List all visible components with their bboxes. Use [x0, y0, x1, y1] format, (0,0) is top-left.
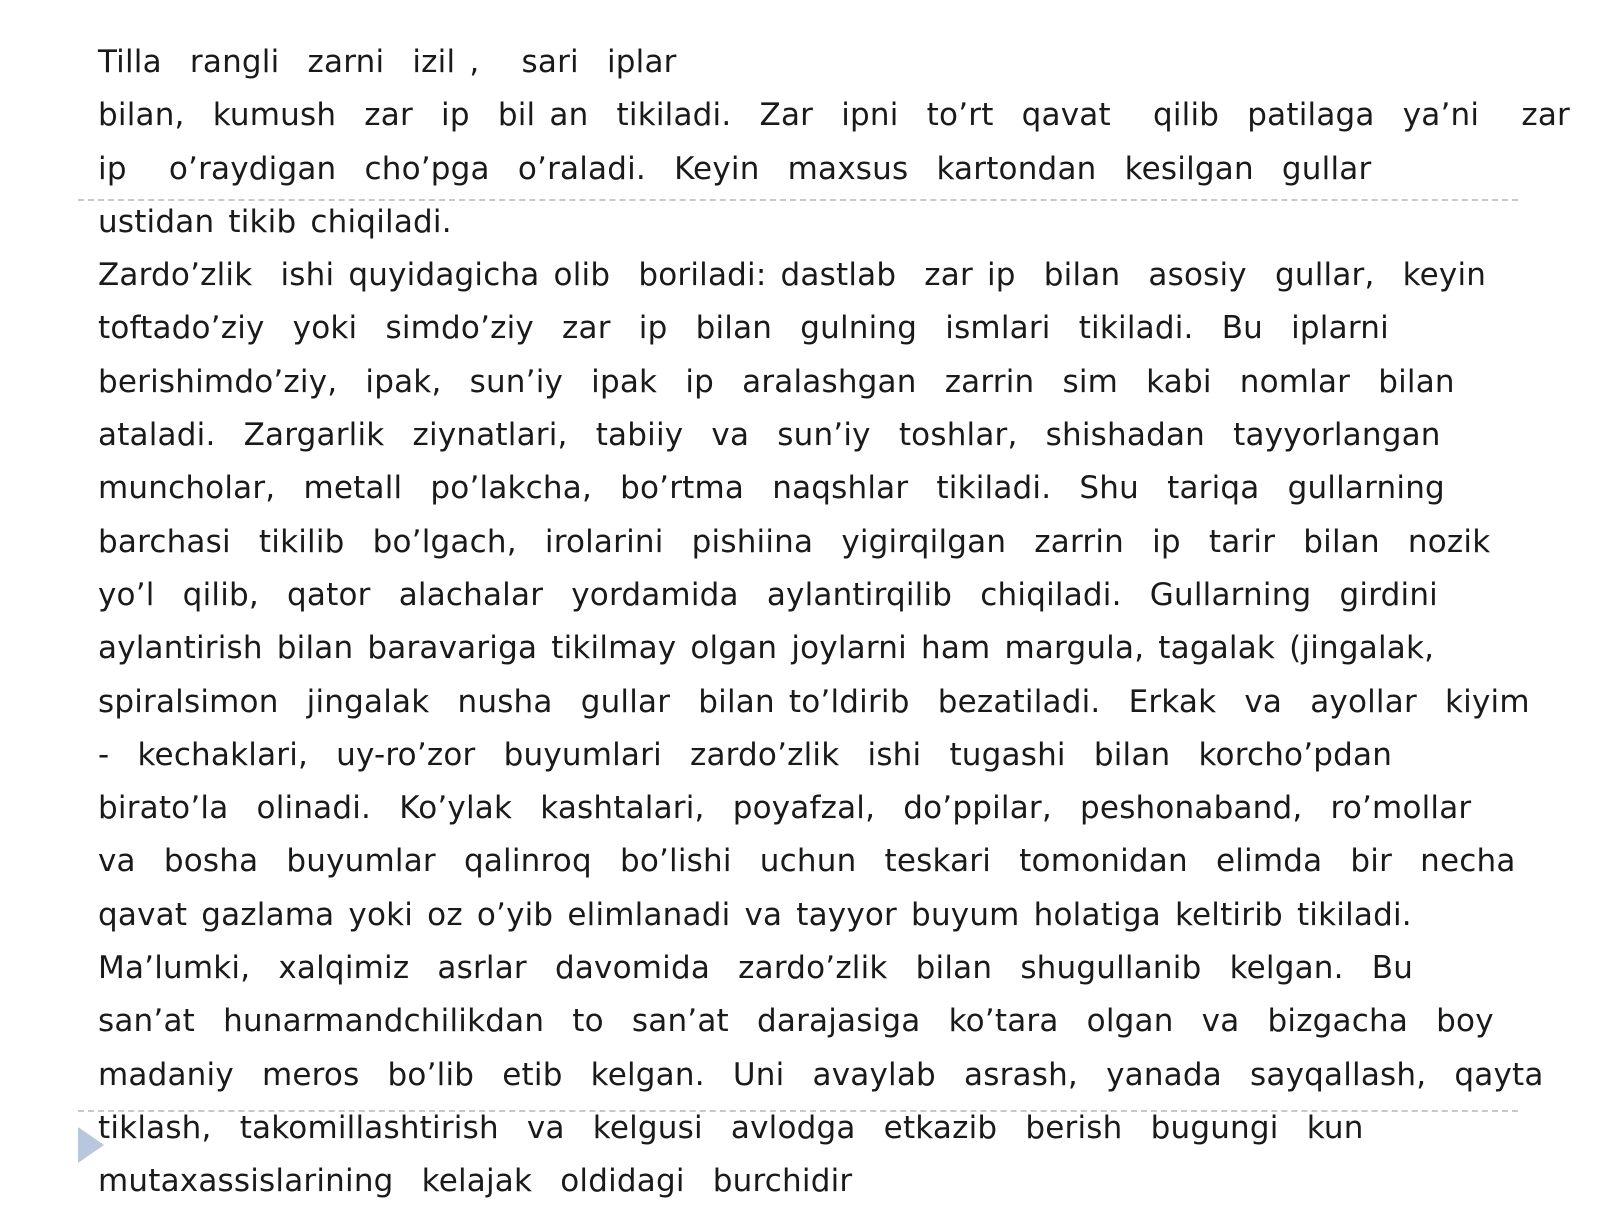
text-line-13: spiralsimon jingalak nusha gullar bilan to’ldirib bezatiladi. Erkak va ayollar kiyim: [98, 683, 1530, 720]
text-line-5: Zardo’zlik ishi quyidagicha olib boriladi: dastlab zar ip bilan asosiy gullar, keyin: [98, 257, 1487, 294]
text-line-12: aylantirish bilan baravariga tikilmay olgan joylarni ham margula, tagalak (jingalak,: [98, 630, 1435, 667]
text-line-1: Tilla rangli zarni izil , sari iplar: [98, 44, 677, 80]
text-line-15: birato’la olinadi. Ko’ylak kashtalari, poyafzal, do’ppilar, peshonaband, ro’mollar: [98, 790, 1472, 827]
text-line-4: ustidan tikib chiqiladi.: [98, 203, 452, 240]
text-line-2: bilan, kumush zar ip bil an tikiladi. Zar ipni to’rt qavat qilib patilaga ya’ni zar: [98, 97, 1570, 134]
text-line-6: toftado’ziy yoki simdo’ziy zar ip bilan gulning ismlari tikiladi. Bu iplarni: [98, 310, 1389, 347]
document-body: [98, 36, 1570, 1209]
text-line-3: ip o’raydigan cho’pga o’raladi. Keyin maxsus kartondan kesilgan gullar: [98, 150, 1372, 187]
text-line-11: yo’l qilib, qator alachalar yordamida aylantirqilib chiqiladi. Gullarning girdini: [98, 576, 1438, 613]
text-line-9: muncholar, metall po’lakcha, bo’rtma naqshlar tikiladi. Shu tariqa gullarning: [98, 470, 1445, 507]
text-line-10: barchasi tikilib bo’lgach, irolarini pishiina yigirqilgan zarrin ip tarir bilan nozik: [98, 523, 1491, 560]
text-line-7: berishimdo’ziy, ipak, sun’iy ipak ip aralashgan zarrin sim kabi nomlar bilan: [98, 363, 1455, 400]
text-line-17: qavat gazlama yoki oz o’yib elimlanadi va tayyor buyum holatiga keltirib tikiladi.: [98, 896, 1412, 933]
text-line-8: ataladi. Zargarlik ziynatlari, tabiiy va sun’iy toshlar, shishadan tayyorlangan: [98, 417, 1441, 454]
text-line-20: madaniy meros bo’lib etib kelgan. Uni avaylab asrash, yanada sayqallash, qayta: [98, 1056, 1544, 1093]
text-line-21: tiklash, takomillashtirish va kelgusi avlodga etkazib berish bugungi kun: [98, 1109, 1364, 1146]
text-line-14: - kechaklari, uy-ro’zor buyumlari zardo’zlik ishi tugashi bilan korcho’pdan: [98, 736, 1393, 773]
text-line-18: Ma’lumki, xalqimiz asrlar davomida zardo’zlik bilan shugullanib kelgan. Bu: [98, 950, 1414, 987]
text-line-22: mutaxassislarining kelajak oldidagi burchidir: [98, 1163, 853, 1200]
text-line-16: va bosha buyumlar qalinroq bo’lishi uchun teskari tomonidan elimda bir necha: [98, 843, 1516, 880]
text-line-19: san’at hunarmandchilikdan to san’at darajasiga ko’tara olgan va bizgacha boy: [98, 1003, 1494, 1040]
